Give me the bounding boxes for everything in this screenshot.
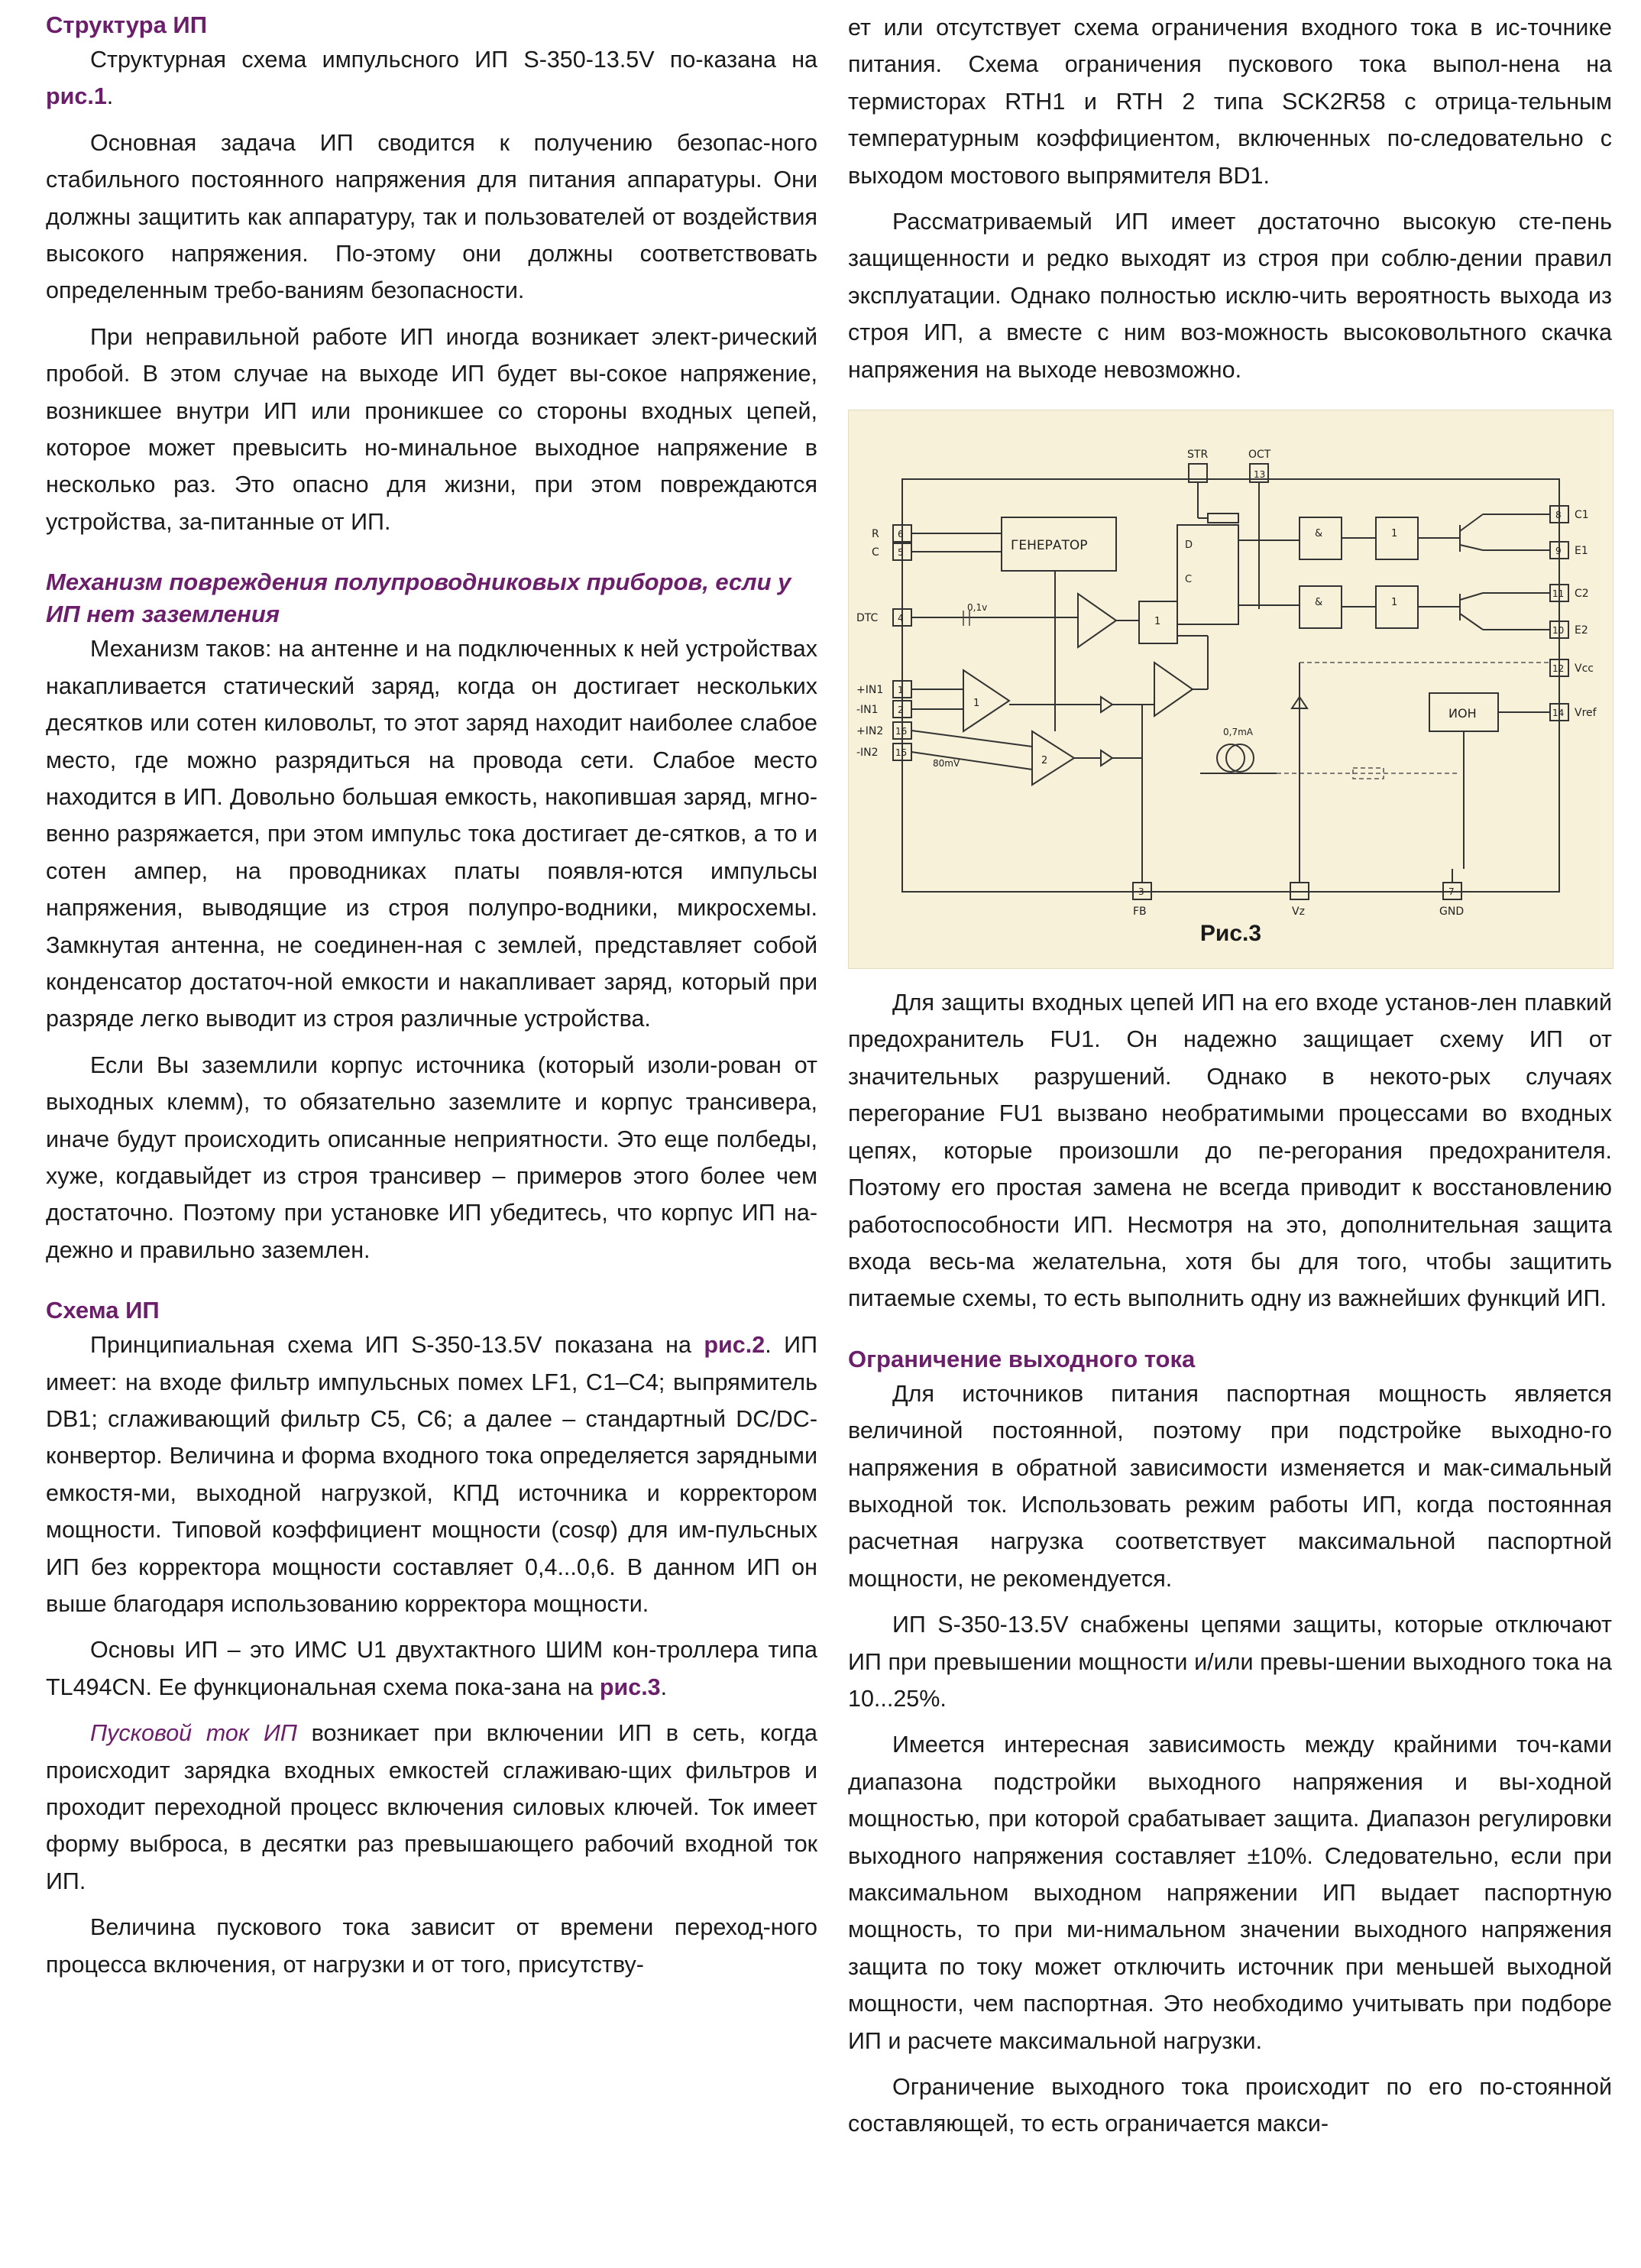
- figure-3-diagram: [848, 410, 1613, 969]
- paragraph: Основная задача ИП сводится к получению безопас-ного стабильного постоянного напряжения для питания аппаратуры. Они должны защитить как аппаратуру, так и пользователей от воздействия высокого напряжения. По-этому они должны соответствовать определенным требо-ваниям безопасности.: [46, 129, 817, 304]
- pin-num: 7: [1448, 886, 1455, 898]
- resistor: [1208, 514, 1238, 523]
- pin-label: C2: [1575, 588, 1589, 601]
- text-run: .: [106, 83, 114, 110]
- ff-d-label: D: [1185, 539, 1193, 552]
- output-transistor-2: [1418, 593, 1550, 630]
- dtc-voltage-label: 0,1v: [967, 602, 988, 614]
- text-run: Структурная схема импульсного ИП S-350-13.5V по-казана на: [90, 47, 817, 73]
- pin-num: 2: [898, 705, 904, 716]
- left-pins: [856, 525, 911, 760]
- gate-label: 1: [1391, 597, 1398, 609]
- gate-label: 1: [1154, 616, 1161, 628]
- pin-num: 9: [1555, 546, 1562, 557]
- pin-label-vz: Vz: [1292, 906, 1305, 919]
- pin-label: -IN1: [856, 704, 879, 717]
- paragraph: [46, 1631, 817, 1706]
- paragraph: При неправильной работе ИП иногда возникает элект-рический пробой. В этом случае на выходе ИП будет вы-сокое напряжение, возникшее внутри ИП или проникшее со стороны входных цепей, которое может превысить но-минальное выходное напряжение в несколько раз. Это опасно для жизни, при этом повреждаются устройства, за-питанные от ИП.: [46, 323, 817, 535]
- and-label: &: [1315, 528, 1323, 540]
- ion-label: ИОН: [1448, 706, 1477, 721]
- paragraph: [46, 1327, 817, 1622]
- pin-label-str: STR: [1187, 449, 1209, 462]
- paragraph: [46, 41, 817, 115]
- current-source-label: 0,7mA: [1223, 727, 1253, 738]
- paragraph: Механизм таков: на антенне и на подключенных к ней устройствах накапливается статический заряд, когда он достигает нескольких десятков или сотен киловольт, то этот заряд находит наиболее слабое место, где можно разрядиться на провода сети. Слабое место находится в ИП. Довольно большая емкость, накопившая заряд, мгно-венно разряжается, при этом импульс тока достигает де-сятков, а то и сотен ампер, на проводниках платы появля-ются импульсы напряжения, выводящие из строя полупро-водники, микросхемы. Замкнутая антенна, не соединен-ная с землей, представляет собой конденсатор достаточ-ной емкости и накапливает заряд, который при разряде легко выводит из строя различные устройства.: [46, 636, 817, 1032]
- diode: [1101, 750, 1112, 766]
- output-transistor-1: [1418, 514, 1550, 552]
- pin-label: -IN2: [856, 747, 879, 760]
- amp-label: 1: [973, 698, 980, 710]
- ff-c-label: C: [1185, 574, 1193, 586]
- section-heading-mechanism: Механизм повреждения полупроводниковых приборов, если у ИП нет заземления: [46, 569, 791, 628]
- paragraph: Для защиты входных цепей ИП на его входе установ-лен плавкий предохранитель FU1. Он надежно защищает схему ИП от значительных разрушений. Однако в некото-рых случаях перегорание FU1 вызвано необратимыми процессами во входных цепях, которые произошли до пе-регорания предохранителя. Поэтому его простая замена не всегда приводит к восстановлению работоспособности ИП. Несмотря на это, дополнительная защита входа весь-ма желательна, хотя бы для того, чтобы защитить питаемые схемы, то есть выполнить одну из важнейших функций ИП.: [848, 990, 1612, 1312]
- pin-label: C1: [1575, 509, 1589, 522]
- pin-num: 16: [895, 726, 908, 737]
- diode: [1101, 697, 1112, 712]
- pin-num: 14: [1552, 708, 1565, 719]
- generator-label: ГЕНЕРАТОР: [1011, 538, 1088, 554]
- in2-voltage-label: 80mV: [933, 758, 960, 770]
- amp-label: 2: [1041, 755, 1048, 767]
- pin-num: 5: [898, 547, 904, 559]
- left-column: [46, 9, 817, 1983]
- section-heading-current-limit: Ограничение выходного тока: [848, 1345, 1196, 1372]
- pin-label: +IN2: [856, 725, 884, 738]
- paragraph: Для источников питания паспортная мощность является величиной постоянной, поэтому при подстройке выходно-го напряжения в обратной зависимости изменяется и мак-симальный выходной ток. Использовать режим работы ИП, когда постоянная расчетная нагрузка соответствует максимальной паспортной мощности, не рекомендуется.: [848, 1380, 1612, 1592]
- paragraph: Рассматриваемый ИП имеет достаточно высокую сте-пень защищенности и редко выходят из строя при соблю-дении правил эксплуатации. Однако полностью исклю-чить вероятность выхода из строя ИП, а вместе с ним воз-можность высоковольтного скачка напряжения на выходе невозможно.: [848, 209, 1612, 383]
- text-run: .: [660, 1673, 668, 1700]
- section-heading-scheme: Схема ИП: [46, 1297, 160, 1324]
- paragraph: ет или отсутствует схема ограничения входного тока в ис-точнике питания. Схема ограничения пускового тока выпол-нена на термисторах RTH1 и RTH 2 типа SCK2R58 с отрица-тельным температурным коэффициентом, включенных по-следовательно с выходом мостового выпрямителя BD1.: [848, 15, 1612, 189]
- pin-label: +IN1: [856, 684, 884, 697]
- pin-label-gnd: GND: [1439, 906, 1465, 919]
- text-run: Основы ИП – это ИМС U1 двухтактного ШИМ кон-троллера типа TL494CN. Ее функциональная схема пока-зана на: [46, 1637, 817, 1700]
- section-heading-structure: Структура ИП: [46, 11, 207, 38]
- pin-num: 1: [898, 685, 904, 696]
- term-inrush-current: Пусковой ток ИП: [90, 1720, 297, 1747]
- pin-num: 8: [1555, 510, 1562, 521]
- right-column: [848, 9, 1612, 2143]
- pin-num: 4: [898, 613, 904, 624]
- error-amplifier-2: [1032, 731, 1074, 785]
- pin-label: C: [872, 546, 879, 559]
- and-label: &: [1315, 597, 1323, 609]
- pin-num: 12: [1552, 663, 1565, 675]
- pin-label: Vcc: [1575, 663, 1594, 676]
- dead-time-comparator: [1078, 594, 1116, 647]
- paragraph: Ограничение выходного тока происходит по его по-стоянной составляющей, то есть ограничается макси-: [848, 2074, 1612, 2137]
- pin-label-fb: FB: [1133, 906, 1147, 919]
- pin-num: 11: [1552, 588, 1565, 600]
- paragraph: Если Вы заземлили корпус источника (который изоли-рован от выходных клемм), то обязательно заземлите и корпус трансивера, иначе будут происходить описанные неприятности. Это еще полбеды, хуже, когдавыйдет из строя трансивер – примеров этого более чем достаточно. Поэтому при установке ИП убедитесь, что корпус ИП на-дежно и правильно заземлен.: [46, 1051, 817, 1263]
- pin-label: R: [872, 528, 879, 541]
- pin-label: E2: [1575, 624, 1588, 637]
- tl494-functional-diagram: [849, 410, 1613, 968]
- pin-num-oct: 13: [1254, 469, 1266, 481]
- figure-ref-2: рис.2: [704, 1332, 765, 1359]
- paragraph: ИП S-350-13.5V снабжены цепями защиты, которые отключают ИП при превышении мощности и/или превы-шении выходного тока на 10...25%.: [848, 1612, 1612, 1712]
- text-run: . ИП имеет: на входе фильтр импульсных помех LF1, C1–C4; выпрямитель DB1; сглаживающий фильтр C5, C6; а далее – стандартный DC/DC-конвертор. Величина и форма входного тока определяется зарядными емкостя-ми, выходной нагрузкой, КПД источника и корректором мощности. Типовой коэффициент мощности (cosφ) для им-пульсных ИП без корректора мощности составляет 0,4...0,6. В данном ИП он выше благодаря использованию корректора мощности.: [46, 1332, 817, 1618]
- text-run: Принципиальная схема ИП S-350-13.5V показана на: [90, 1332, 704, 1359]
- paragraph: Величина пускового тока зависит от времени переход-ного процесса включения, от нагрузки и от того, присутству-: [46, 1914, 817, 1978]
- pin-label: DTC: [856, 612, 879, 625]
- pin-label: Vref: [1575, 707, 1597, 720]
- pin-label: E1: [1575, 545, 1588, 558]
- error-amplifier-1: [963, 670, 1009, 731]
- pin-num: 10: [1552, 625, 1565, 637]
- pin-num: 15: [895, 747, 908, 759]
- pin-label-oct: OCT: [1248, 449, 1271, 462]
- gate-label: 1: [1391, 528, 1398, 540]
- paragraph: [46, 1715, 817, 1900]
- figure-ref-3: рис.3: [599, 1673, 661, 1700]
- paragraph: Имеется интересная зависимость между крайними точ-ками диапазона подстройки выходного напряжения и вы-ходной мощностью, при которой срабатывает защита. Диапазон регулировки выходного напряжения составляет ±10%. Следовательно, если при максимальном выходном напряжении ИП выдает паспортную мощность, то при ми-нимальном значении выходного напряжения защита по току может отключить источник при меньшей выходной мощности, чем паспортная. Это необходимо учитывать при подборе ИП и расчете максимальной нагрузки.: [848, 1732, 1612, 2054]
- pin-num: 3: [1138, 886, 1144, 898]
- pin-num: 6: [898, 529, 904, 540]
- right-pins: [1550, 506, 1597, 721]
- text-run: возникает при включении ИП в сеть, когда происходит зарядка входных емкостей сглаживаю-щих фильтров и проходит переходной процесс включения силовых ключей. Ток имеет форму выброса, в десятки раз превышающего рабочий входной ток ИП.: [46, 1720, 818, 1894]
- figure-caption: Рис.3: [1199, 921, 1262, 947]
- figure-ref-1: рис.1: [46, 83, 107, 110]
- pwm-comparator: [1154, 663, 1193, 716]
